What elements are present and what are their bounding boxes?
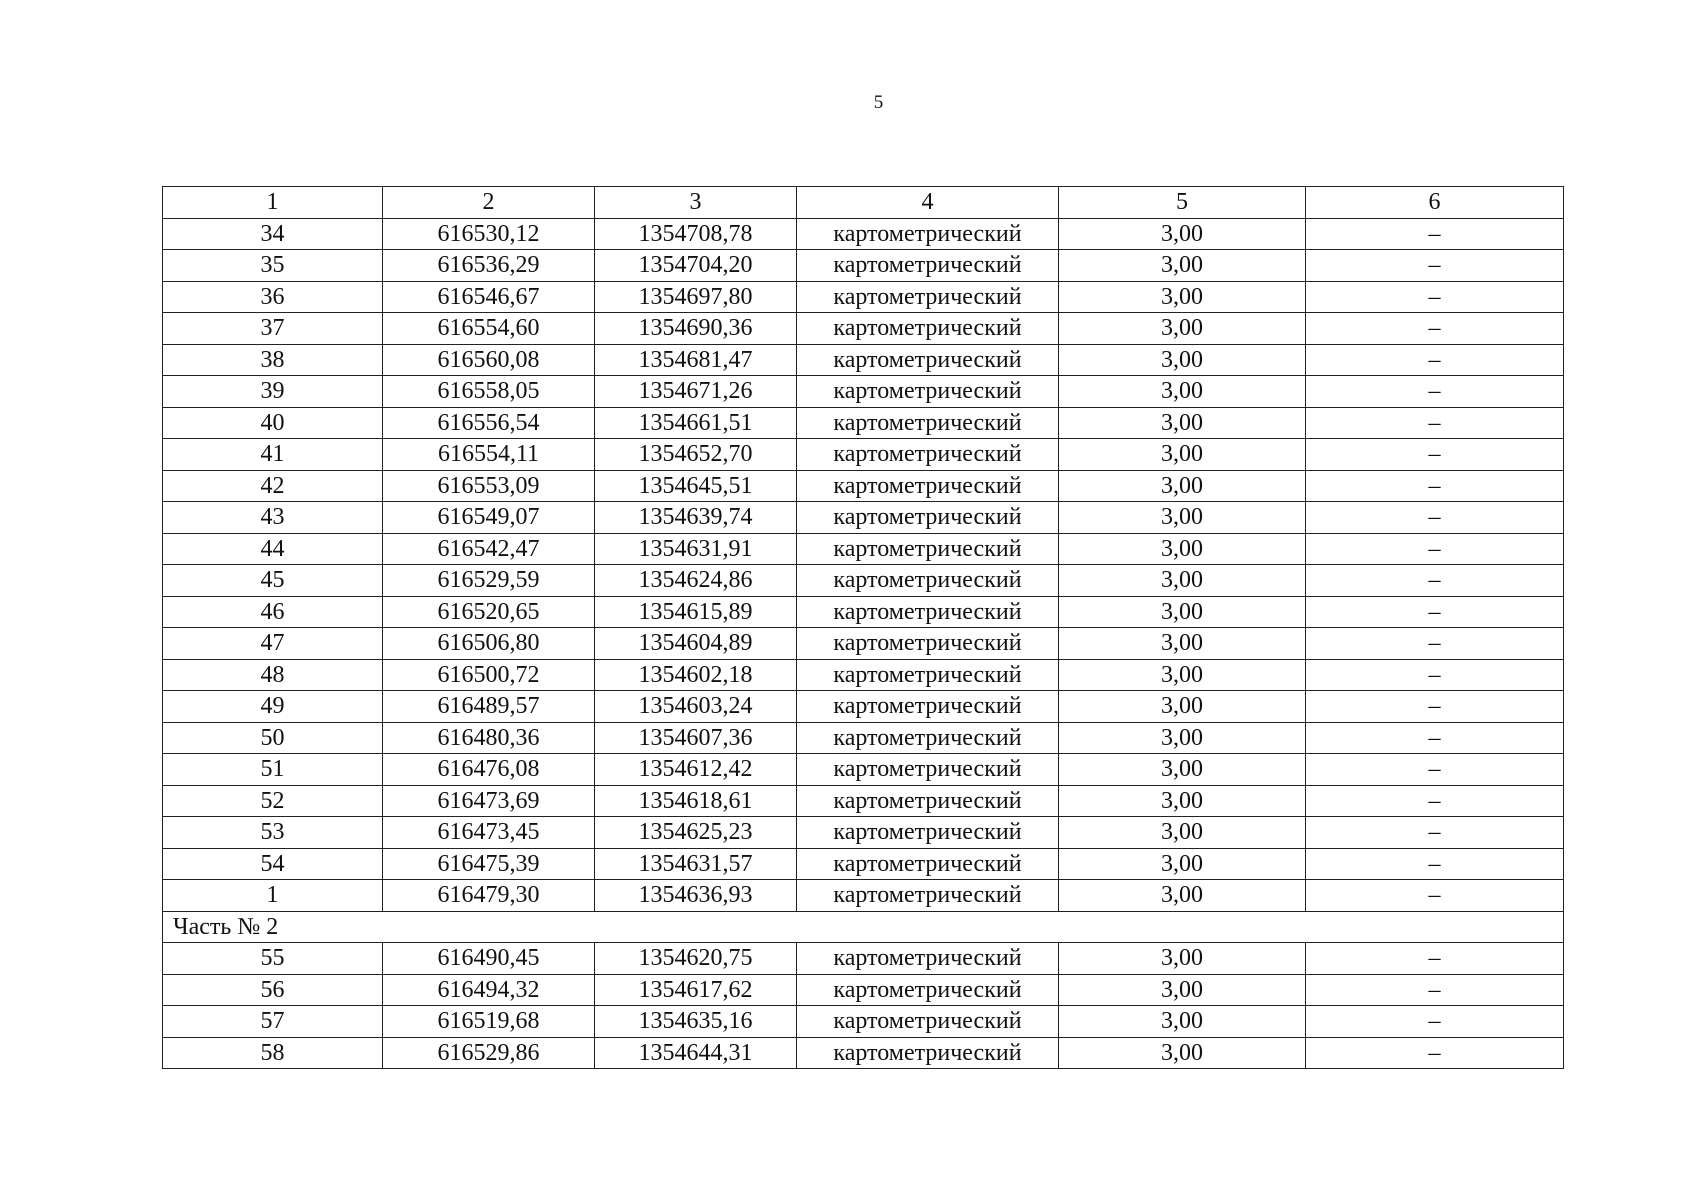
x-coordinate-cell: 616530,12 [383,218,595,250]
y-coordinate-cell: 1354607,36 [595,722,797,754]
table-row [163,565,1564,597]
y-coordinate-cell: 1354602,18 [595,659,797,691]
y-coordinate-cell: 1354612,42 [595,754,797,786]
table-body [163,218,1564,1069]
point-number-cell: 51 [163,754,383,786]
accuracy-cell: 3,00 [1059,502,1306,534]
method-cell: картометрический [797,344,1059,376]
point-number-cell: 42 [163,470,383,502]
method-cell: картометрический [797,943,1059,975]
note-cell: – [1306,313,1564,345]
x-coordinate-cell: 616506,80 [383,628,595,660]
accuracy-cell: 3,00 [1059,1037,1306,1069]
accuracy-cell: 3,00 [1059,943,1306,975]
accuracy-cell: 3,00 [1059,470,1306,502]
accuracy-cell: 3,00 [1059,533,1306,565]
point-number-cell: 47 [163,628,383,660]
x-coordinate-cell: 616560,08 [383,344,595,376]
point-number-cell: 54 [163,848,383,880]
y-coordinate-cell: 1354652,70 [595,439,797,471]
point-number-cell: 41 [163,439,383,471]
accuracy-cell: 3,00 [1059,376,1306,408]
note-cell: – [1306,596,1564,628]
point-number-cell: 1 [163,880,383,912]
table-row [163,344,1564,376]
point-number-cell: 55 [163,943,383,975]
note-cell: – [1306,250,1564,282]
table-row [163,628,1564,660]
point-number-cell: 36 [163,281,383,313]
method-cell: картометрический [797,376,1059,408]
table-row [163,817,1564,849]
note-cell: – [1306,533,1564,565]
x-coordinate-cell: 616494,32 [383,974,595,1006]
point-number-cell: 43 [163,502,383,534]
y-coordinate-cell: 1354690,36 [595,313,797,345]
x-coordinate-cell: 616489,57 [383,691,595,723]
method-cell: картометрический [797,470,1059,502]
table-row [163,1037,1564,1069]
accuracy-cell: 3,00 [1059,218,1306,250]
point-number-cell: 34 [163,218,383,250]
note-cell: – [1306,281,1564,313]
y-coordinate-cell: 1354620,75 [595,943,797,975]
accuracy-cell: 3,00 [1059,754,1306,786]
table-row [163,218,1564,250]
accuracy-cell: 3,00 [1059,565,1306,597]
column-header-5: 5 [1059,187,1306,219]
x-coordinate-cell: 616556,54 [383,407,595,439]
y-coordinate-cell: 1354624,86 [595,565,797,597]
point-number-cell: 39 [163,376,383,408]
method-cell: картометрический [797,218,1059,250]
note-cell: – [1306,218,1564,250]
table-row [163,785,1564,817]
point-number-cell: 56 [163,974,383,1006]
part-label-row [163,911,1564,943]
note-cell: – [1306,691,1564,723]
method-cell: картометрический [797,407,1059,439]
x-coordinate-cell: 616558,05 [383,376,595,408]
table-row [163,943,1564,975]
x-coordinate-cell: 616553,09 [383,470,595,502]
column-header-4: 4 [797,187,1059,219]
note-cell: – [1306,974,1564,1006]
x-coordinate-cell: 616549,07 [383,502,595,534]
accuracy-cell: 3,00 [1059,344,1306,376]
note-cell: – [1306,880,1564,912]
accuracy-cell: 3,00 [1059,596,1306,628]
y-coordinate-cell: 1354661,51 [595,407,797,439]
method-cell: картометрический [797,817,1059,849]
x-coordinate-cell: 616546,67 [383,281,595,313]
table-row [163,659,1564,691]
table-row [163,754,1564,786]
note-cell: – [1306,470,1564,502]
y-coordinate-cell: 1354704,20 [595,250,797,282]
accuracy-cell: 3,00 [1059,313,1306,345]
x-coordinate-cell: 616529,86 [383,1037,595,1069]
note-cell: – [1306,659,1564,691]
method-cell: картометрический [797,1037,1059,1069]
method-cell: картометрический [797,722,1059,754]
x-coordinate-cell: 616473,45 [383,817,595,849]
x-coordinate-cell: 616475,39 [383,848,595,880]
y-coordinate-cell: 1354631,91 [595,533,797,565]
method-cell: картометрический [797,848,1059,880]
point-number-cell: 45 [163,565,383,597]
x-coordinate-cell: 616479,30 [383,880,595,912]
note-cell: – [1306,344,1564,376]
y-coordinate-cell: 1354603,24 [595,691,797,723]
y-coordinate-cell: 1354631,57 [595,848,797,880]
y-coordinate-cell: 1354639,74 [595,502,797,534]
accuracy-cell: 3,00 [1059,817,1306,849]
method-cell: картометрический [797,439,1059,471]
table-row [163,1006,1564,1038]
point-number-cell: 58 [163,1037,383,1069]
x-coordinate-cell: 616490,45 [383,943,595,975]
x-coordinate-cell: 616536,29 [383,250,595,282]
accuracy-cell: 3,00 [1059,848,1306,880]
column-header-6: 6 [1306,187,1564,219]
point-number-cell: 38 [163,344,383,376]
point-number-cell: 35 [163,250,383,282]
accuracy-cell: 3,00 [1059,880,1306,912]
accuracy-cell: 3,00 [1059,722,1306,754]
accuracy-cell: 3,00 [1059,691,1306,723]
y-coordinate-cell: 1354681,47 [595,344,797,376]
point-number-cell: 49 [163,691,383,723]
accuracy-cell: 3,00 [1059,250,1306,282]
point-number-cell: 57 [163,1006,383,1038]
accuracy-cell: 3,00 [1059,659,1306,691]
method-cell: картометрический [797,250,1059,282]
point-number-cell: 48 [163,659,383,691]
y-coordinate-cell: 1354615,89 [595,596,797,628]
method-cell: картометрический [797,974,1059,1006]
table-row [163,691,1564,723]
method-cell: картометрический [797,785,1059,817]
point-number-cell: 50 [163,722,383,754]
method-cell: картометрический [797,565,1059,597]
note-cell: – [1306,943,1564,975]
y-coordinate-cell: 1354644,31 [595,1037,797,1069]
x-coordinate-cell: 616554,60 [383,313,595,345]
point-number-cell: 46 [163,596,383,628]
x-coordinate-cell: 616519,68 [383,1006,595,1038]
accuracy-cell: 3,00 [1059,628,1306,660]
method-cell: картометрический [797,659,1059,691]
coordinates-table [162,186,1564,1069]
x-coordinate-cell: 616529,59 [383,565,595,597]
y-coordinate-cell: 1354635,16 [595,1006,797,1038]
y-coordinate-cell: 1354625,23 [595,817,797,849]
note-cell: – [1306,754,1564,786]
y-coordinate-cell: 1354618,61 [595,785,797,817]
method-cell: картометрический [797,313,1059,345]
table-row [163,533,1564,565]
header-row [163,187,1564,219]
table-row [163,974,1564,1006]
method-cell: картометрический [797,880,1059,912]
point-number-cell: 40 [163,407,383,439]
column-header-2: 2 [383,187,595,219]
table-row [163,722,1564,754]
note-cell: – [1306,1037,1564,1069]
accuracy-cell: 3,00 [1059,974,1306,1006]
note-cell: – [1306,628,1564,660]
method-cell: картометрический [797,691,1059,723]
method-cell: картометрический [797,533,1059,565]
table-row [163,502,1564,534]
x-coordinate-cell: 616554,11 [383,439,595,471]
point-number-cell: 44 [163,533,383,565]
y-coordinate-cell: 1354617,62 [595,974,797,1006]
y-coordinate-cell: 1354604,89 [595,628,797,660]
x-coordinate-cell: 616473,69 [383,785,595,817]
x-coordinate-cell: 616500,72 [383,659,595,691]
point-number-cell: 37 [163,313,383,345]
part-label: Часть № 2 [163,911,1564,943]
y-coordinate-cell: 1354645,51 [595,470,797,502]
table-row [163,407,1564,439]
note-cell: – [1306,565,1564,597]
column-header-3: 3 [595,187,797,219]
method-cell: картометрический [797,281,1059,313]
table-row [163,470,1564,502]
method-cell: картометрический [797,502,1059,534]
point-number-cell: 53 [163,817,383,849]
column-header-1: 1 [163,187,383,219]
note-cell: – [1306,376,1564,408]
table-row [163,313,1564,345]
table-row [163,880,1564,912]
table-row [163,848,1564,880]
y-coordinate-cell: 1354636,93 [595,880,797,912]
note-cell: – [1306,817,1564,849]
note-cell: – [1306,439,1564,471]
accuracy-cell: 3,00 [1059,407,1306,439]
accuracy-cell: 3,00 [1059,439,1306,471]
note-cell: – [1306,1006,1564,1038]
x-coordinate-cell: 616476,08 [383,754,595,786]
note-cell: – [1306,722,1564,754]
method-cell: картометрический [797,596,1059,628]
y-coordinate-cell: 1354708,78 [595,218,797,250]
note-cell: – [1306,407,1564,439]
y-coordinate-cell: 1354697,80 [595,281,797,313]
x-coordinate-cell: 616520,65 [383,596,595,628]
table-row [163,596,1564,628]
method-cell: картометрический [797,1006,1059,1038]
method-cell: картометрический [797,628,1059,660]
page-number: 5 [873,92,884,113]
x-coordinate-cell: 616480,36 [383,722,595,754]
accuracy-cell: 3,00 [1059,785,1306,817]
accuracy-cell: 3,00 [1059,281,1306,313]
note-cell: – [1306,785,1564,817]
table-row [163,250,1564,282]
point-number-cell: 52 [163,785,383,817]
y-coordinate-cell: 1354671,26 [595,376,797,408]
note-cell: – [1306,848,1564,880]
accuracy-cell: 3,00 [1059,1006,1306,1038]
table-row [163,281,1564,313]
table-row [163,376,1564,408]
method-cell: картометрический [797,754,1059,786]
note-cell: – [1306,502,1564,534]
table-row [163,439,1564,471]
x-coordinate-cell: 616542,47 [383,533,595,565]
